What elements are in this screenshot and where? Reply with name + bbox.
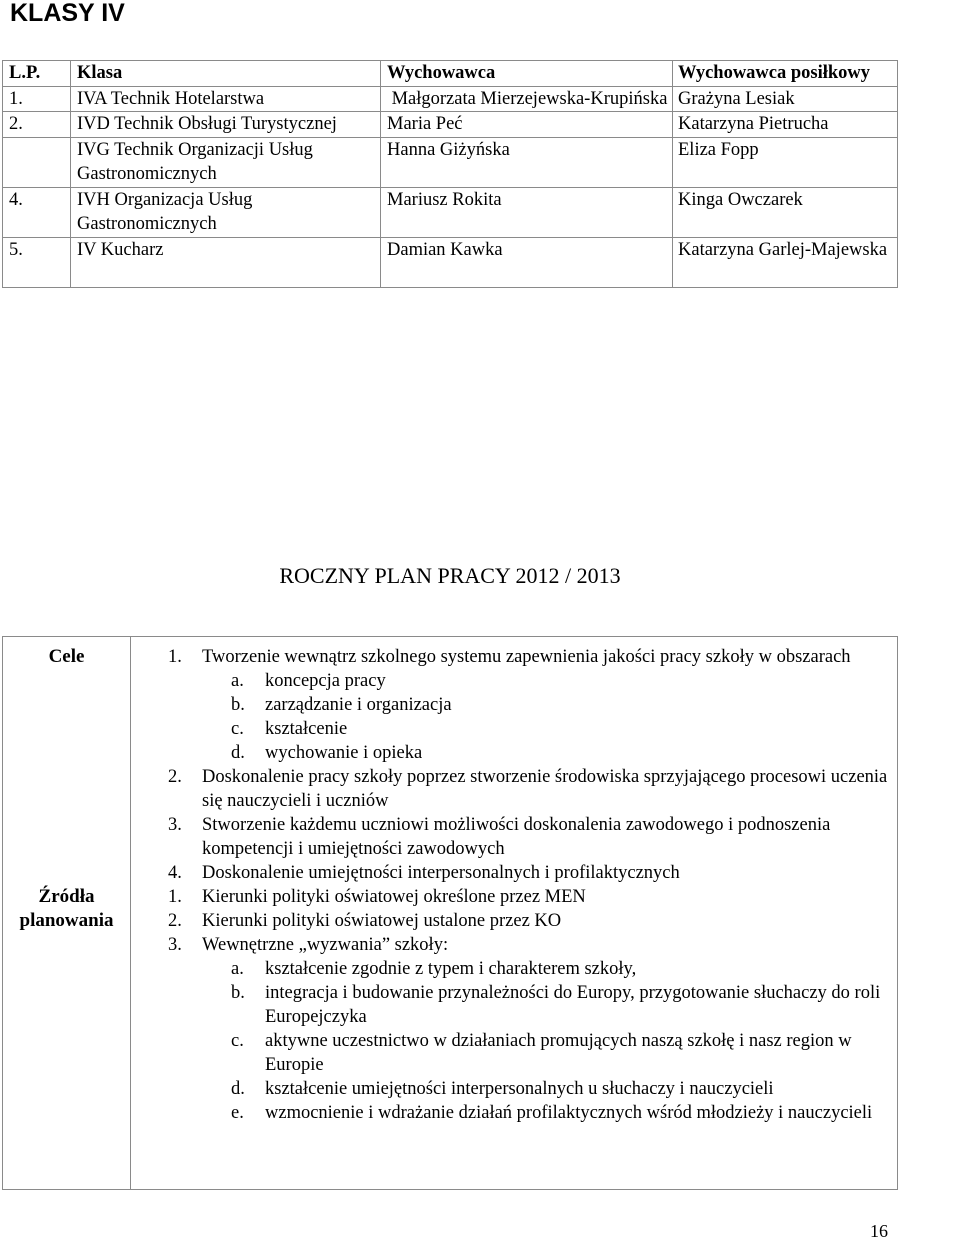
list-item-number: b. <box>231 983 245 1003</box>
row-number: 4. <box>3 187 71 237</box>
row-wychowawca: Damian Kawka <box>381 237 673 287</box>
row-wychowawca: Mariusz Rokita <box>381 187 673 237</box>
list-item-number: 2. <box>168 767 182 787</box>
row-number <box>3 137 71 187</box>
list-item-text: Doskonalenie pracy szkoły poprzez stworzenie środowiska sprzyjającego procesowi uczenia się nauczycieli i uczniów <box>202 767 888 811</box>
list-item-number: c. <box>231 719 244 739</box>
row-wychowawca: Maria Peć <box>381 112 673 138</box>
list-item <box>168 693 891 717</box>
zrodla-list <box>168 885 891 1125</box>
list-item-text: kształcenie umiejętności interpersonalnych u słuchaczy i nauczycieli <box>265 1079 774 1099</box>
list-item <box>168 645 891 669</box>
list-item-number: d. <box>231 1079 245 1099</box>
row-number: 2. <box>3 112 71 138</box>
list-item-text: wzmocnienie i wdrażanie działań profilaktycznych wśród młodzieży i nauczycieli <box>265 1103 873 1123</box>
list-item-text: zarządzanie i organizacja <box>265 695 452 715</box>
row-posilkowy: Kinga Owczarek <box>673 187 898 237</box>
table-row <box>3 237 898 287</box>
plan-title: ROCZNY PLAN PRACY 2012 / 2013 <box>279 563 621 588</box>
list-item-text: koncepcja pracy <box>265 671 386 691</box>
list-item-number: a. <box>231 671 244 691</box>
list-item <box>168 861 891 885</box>
list-item-number: d. <box>231 743 245 763</box>
row-posilkowy: Katarzyna Garlej-Majewska <box>673 237 898 287</box>
row-klasa: IVA Technik Hotelarstwa <box>71 86 381 112</box>
header-wychowawca: Wychowawca <box>381 61 673 87</box>
row-klasa: IVG Technik Organizacji Usług Gastronomicznych <box>71 137 381 187</box>
page-number: 16 <box>870 1221 888 1241</box>
list-item-number: 1. <box>168 887 182 907</box>
list-item-number: e. <box>231 1103 244 1123</box>
list-item-number: 2. <box>168 911 182 931</box>
list-item <box>168 1077 891 1101</box>
table-row <box>3 86 898 112</box>
header-klasa: Klasa <box>71 61 381 87</box>
list-item <box>168 909 891 933</box>
header-lp: L.P. <box>3 61 71 87</box>
list-item <box>168 669 891 693</box>
list-item <box>168 1101 891 1125</box>
table-row <box>3 187 898 237</box>
list-item <box>168 741 891 765</box>
list-item <box>168 717 891 741</box>
list-item <box>168 933 891 957</box>
class-table <box>2 60 898 288</box>
list-item-number: a. <box>231 959 244 979</box>
header-wychowawca-posilkowy: Wychowawca posiłkowy <box>673 61 898 87</box>
cele-label: Cele <box>48 646 85 667</box>
row-number: 1. <box>3 86 71 112</box>
row-posilkowy: Eliza Fopp <box>673 137 898 187</box>
list-item-text: integracja i budowanie przynależności do Europy, przygotowanie słuchaczy do roli Europejczyka <box>265 983 881 1027</box>
list-item <box>168 765 891 813</box>
row-posilkowy: Grażyna Lesiak <box>673 86 898 112</box>
row-klasa: IV Kucharz <box>71 237 381 287</box>
list-item <box>168 813 891 861</box>
zrodla-label: Źródła planowania <box>19 886 114 931</box>
row-klasa: IVD Technik Obsługi Turystycznej <box>71 112 381 138</box>
cele-list <box>168 645 891 885</box>
list-item-number: b. <box>231 695 245 715</box>
page-heading: KLASY IV <box>10 0 125 27</box>
plan-box <box>2 636 898 1190</box>
row-posilkowy: Katarzyna Pietrucha <box>673 112 898 138</box>
list-item-text: Wewnętrzne „wyzwania” szkoły: <box>202 935 449 955</box>
table-header-row <box>3 61 898 87</box>
row-wychowawca: Małgorzata Mierzejewska-Krupińska <box>381 86 673 112</box>
list-item-number: 1. <box>168 647 182 667</box>
table-row <box>3 112 898 138</box>
list-item-number: c. <box>231 1031 244 1051</box>
list-item <box>168 885 891 909</box>
list-item-text: wychowanie i opieka <box>265 743 423 763</box>
row-wychowawca: Hanna Giżyńska <box>381 137 673 187</box>
list-item-text: kształcenie zgodnie z typem i charakterem szkoły, <box>265 959 637 979</box>
row-number: 5. <box>3 237 71 287</box>
list-item <box>168 1029 891 1077</box>
list-item-number: 3. <box>168 935 182 955</box>
list-item-text: Doskonalenie umiejętności interpersonalnych i profilaktycznych <box>202 863 680 883</box>
table-row <box>3 137 898 187</box>
list-item <box>168 957 891 981</box>
list-item-text: Kierunki polityki oświatowej określone przez MEN <box>202 887 586 907</box>
list-item <box>168 981 891 1029</box>
list-item-text: aktywne uczestnictwo w działaniach promujących naszą szkołę i nasz region w Europie <box>265 1031 852 1075</box>
list-item-text: Stworzenie każdemu uczniowi możliwości doskonalenia zawodowego i podnoszenia kompetencji i umiejętności zawodowych <box>202 815 831 859</box>
list-item-number: 3. <box>168 815 182 835</box>
list-item-text: kształcenie <box>265 719 348 739</box>
list-item-number: 4. <box>168 863 182 883</box>
column-divider <box>130 637 131 1189</box>
list-item-text: Kierunki polityki oświatowej ustalone przez KO <box>202 911 562 931</box>
list-item-text: Tworzenie wewnątrz szkolnego systemu zapewnienia jakości pracy szkoły w obszarach <box>202 647 851 667</box>
row-klasa: IVH Organizacja Usług Gastronomicznych <box>71 187 381 237</box>
